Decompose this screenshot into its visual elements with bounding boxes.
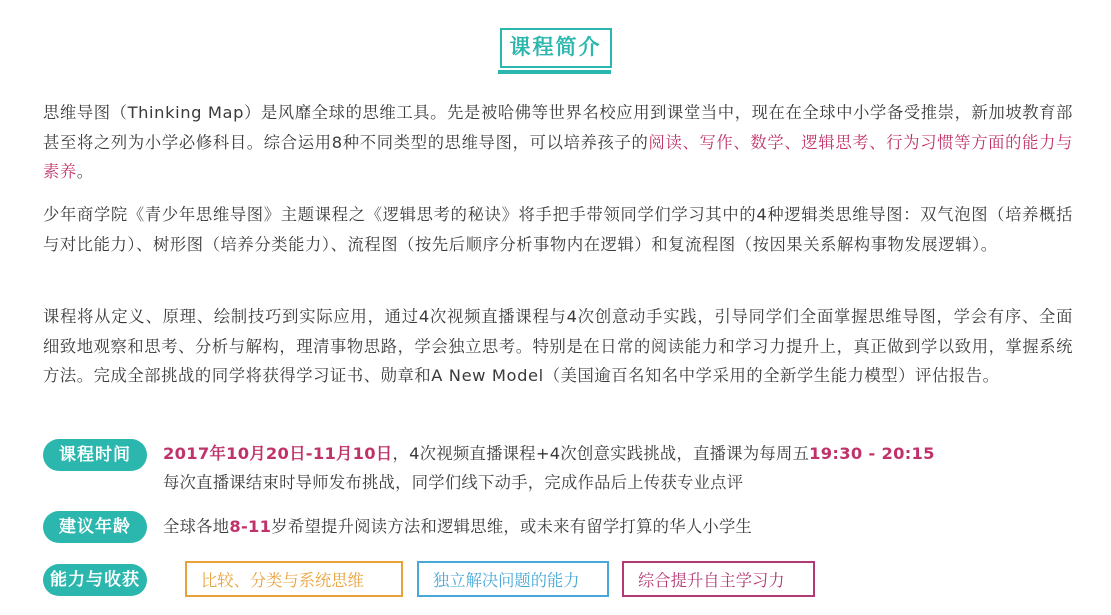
title-underline bbox=[498, 70, 611, 74]
intro-p1-text: 思维导图（Thinking Map）是风靡全球的思维工具。先是被哈佛等世界名校应用到课堂当中，现在在全球中小学备受推崇，新加坡教育部甚至将之列为小学必修科目。综合运用8种不同类型的思维导图，可以培养孩子的 bbox=[43, 103, 1073, 152]
title-wrap bbox=[0, 28, 1111, 68]
intro-paragraph-1 bbox=[43, 98, 1073, 187]
course-time-line-1 bbox=[163, 441, 935, 467]
course-time-label: 课程时间 bbox=[43, 439, 147, 471]
intro-p1-end: 。 bbox=[76, 162, 94, 181]
ability-tag-self-learning: 综合提升自主学习力 bbox=[622, 561, 815, 597]
ability-tag-systems-thinking: 比较、分类与系统思维 bbox=[185, 561, 403, 597]
age-after: 岁希望提升阅读方法和逻辑思维，或未来有留学打算的华人小学生 bbox=[271, 517, 753, 536]
course-live-time: 19:30 - 20:15 bbox=[809, 444, 935, 463]
age-label: 建议年龄 bbox=[43, 511, 147, 543]
age-before: 全球各地 bbox=[163, 517, 230, 536]
intro-p1-highlight: 阅读、写作、数学、逻辑思考、行为习惯等方面的能力与素养 bbox=[43, 132, 1073, 181]
age-range: 8-11 bbox=[229, 517, 272, 536]
abilities-label: 能力与收获 bbox=[43, 564, 147, 596]
course-time-line-2: 每次直播课结束时导师发布挑战，同学们线下动手，完成作品后上传获专业点评 bbox=[163, 473, 744, 492]
intro-paragraph-3: 课程将从定义、原理、绘制技巧到实际应用，通过4次视频直播课程与4次创意动手实践，引导同学们全面掌握思维导图，学会有序、全面细致地观察和思考、分析与解构，理清事物思路，学会独立思考。特别是在日常的阅读能力和学习力提升上，真正做到学以致用，掌握系统方法。完成全部挑战的同学将获得学习证书、勋章和A New Model（美国逾百名知名中学采用的全新学生能力模型）评估报告。 bbox=[43, 307, 1073, 385]
age-text bbox=[163, 514, 752, 540]
course-time-middle: ，4次视频直播课程+4次创意实践挑战，直播课为每周五 bbox=[392, 444, 810, 463]
intro-paragraph-2: 少年商学院《青少年思维导图》主题课程之《逻辑思考的秘诀》将手把手带领同学们学习其中的4种逻辑类思维导图：双气泡图（培养概括与对比能力）、树形图（培养分类能力）、流程图（按先后顺序分析事物内在逻辑）和复流程图（按因果关系解构事物发展逻辑）。 bbox=[43, 205, 1073, 254]
page-title: 课程简介 bbox=[500, 28, 612, 68]
course-date-range: 2017年10月20日-11月10日 bbox=[163, 444, 393, 463]
ability-tag-problem-solving: 独立解决问题的能力 bbox=[417, 561, 609, 597]
